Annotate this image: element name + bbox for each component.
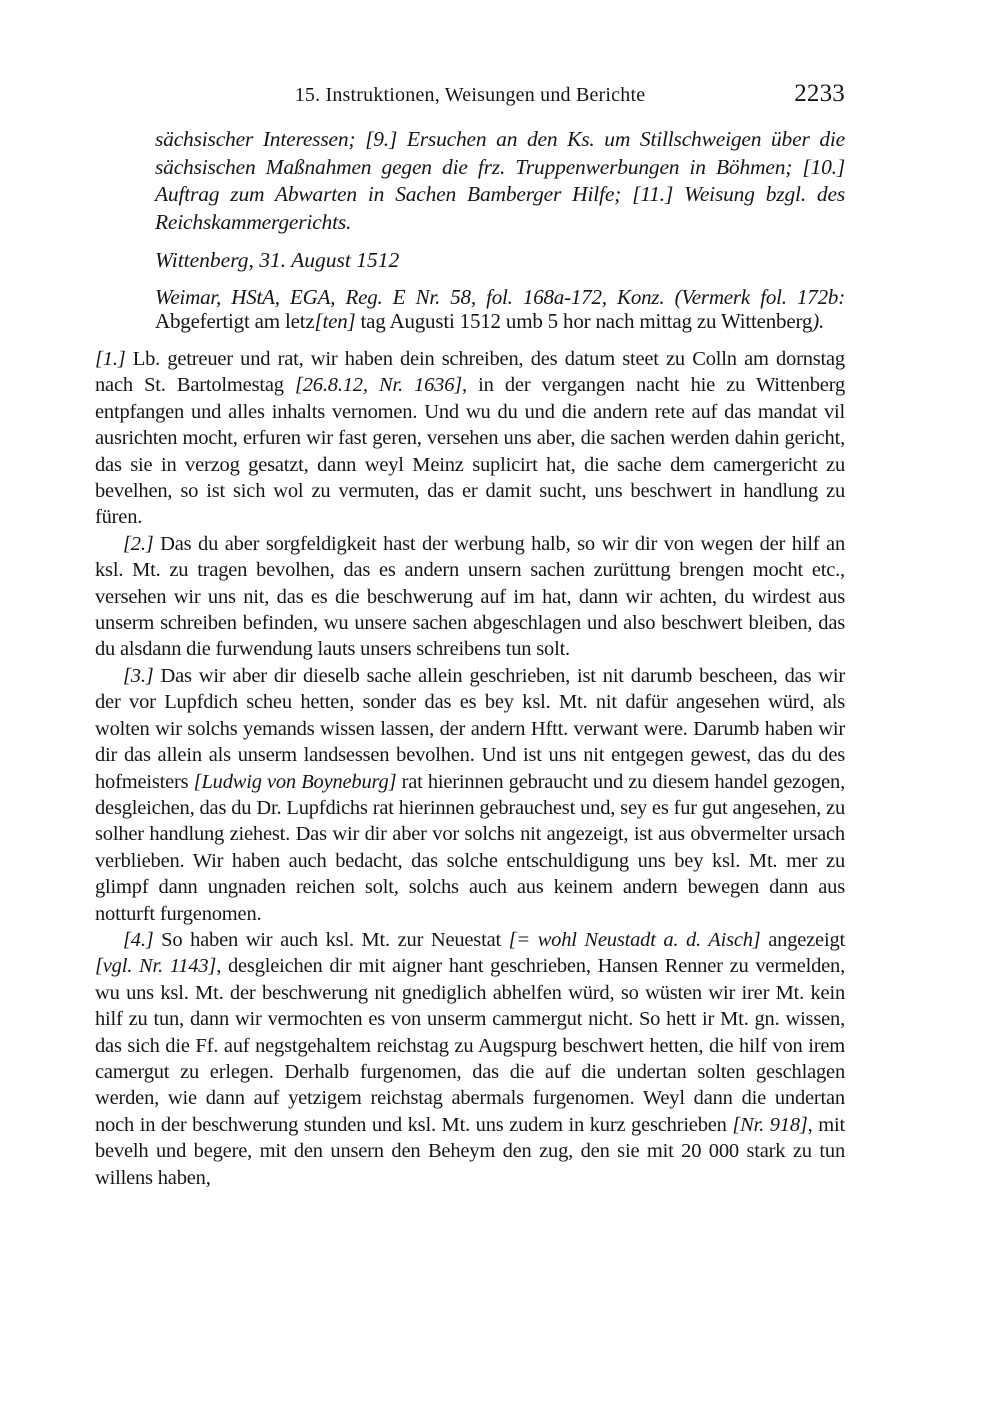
text-segment: angezeigt (760, 928, 845, 951)
italic-text-segment: ). (812, 309, 825, 333)
italic-text-segment: [2.] (123, 532, 154, 555)
page-number: 2233 (794, 80, 845, 107)
italic-text-segment: [Ludwig von Boyneburg] (193, 770, 397, 793)
paragraph-3 (95, 663, 845, 927)
italic-text-segment: sächsischer Interessen; [9.] Ersuchen an den Ks. um Stillschweigen über die sächsischen Maßnahmen gegen die frz. Truppenwerbungen in Böhmen; [10.] Auftrag zum Abwarten in Sachen Bamberger Hilfe; [11.] Weisung bzgl. des Reichskammergerichts. (155, 127, 845, 234)
paragraph-4 (95, 927, 845, 1191)
text-segment: , desgleichen dir mit aigner hant geschrieben, Hansen Renner zu vermelden, wu uns ksl. Mt. der beschwerung nit gnediglich abhelfen würd, so wüsten wir irer Mt. kein hilf zu tun, dann wir vermochten es von unserm cammergut nicht. So hett ir Mt. gn. wissen, das sich die Ff. auf negstgehaltem reichstag zu Augspurg beschwert hetten, die hilf von irem camergut zu erlegen. Derhalb furgenomen, das die auf die undertan solten geschlagen werden, wie dann auf yetzigem reichstag abermals furgenomen. Weyl dann die undertan noch in der beschwerung stunden und ksl. Mt. uns zudem in kurz geschrieben (95, 955, 846, 1136)
text-segment: Abgefertigt am letz (155, 309, 315, 333)
text-segment: , mit bevelh und begere, mit den unsern den Beheym den zug, den sie mit 20 000 stark zu tun willens haben, (95, 1113, 845, 1189)
paragraph-1 (95, 346, 845, 531)
text-segment: tag Augusti 1512 umb 5 hor nach mittag zu Wittenberg (355, 309, 813, 333)
italic-text-segment: [= wohl Neustadt a. d. Aisch] (508, 928, 761, 951)
letter-text (95, 346, 845, 1191)
page-content (95, 80, 846, 1191)
source-note (155, 285, 845, 333)
running-header (95, 80, 845, 107)
italic-text-segment: [1.] (95, 348, 126, 370)
text-segment: , in der vergangen nacht hie zu Wittenberg entpfangen und alles inhalts vernomen. Und wu du und die andern rete auf das mandat vil ausrichten mocht, erfuren wir fast geren, versehen uns aber, die sachen werden dahin gericht, das sie in verzog gesatzt, dann weyl Meinz suplicirt hat, die sache dem camergericht zu bevelhen, so ist sich wol zu vermuten, das er damit sucht, uns beschwert in handlung zu füren. (95, 374, 846, 529)
regest-summary (155, 126, 845, 236)
italic-text-segment: [26.8.12, Nr. 1636] (294, 374, 463, 397)
paragraph-2 (95, 531, 845, 663)
text-segment: rat hierinnen gebraucht und zu diesem handel gezogen, desgleichen, das du Dr. Lupfdichs rat hierinnen gebrauchest und, sey es fur gut angesehen, zu solher handlung ziehest. Das wir dir aber vor solchs nit angezeigt, ist aus obvermelter ursach verblieben. Wir haben auch bedacht, das solche entschuldigung uns bey ksl. Mt. mer zu glimpf dann ungnaden reichen solt, solchs auch aus keinem andern bewegen dann aus notturft furgenomen. (95, 770, 845, 925)
text-segment: Lb. getreuer und rat, wir haben dein schreiben, des datum steet zu Colln am dornstag nach St. Bartolmestag (95, 348, 845, 397)
italic-text-segment: [vgl. Nr. 1143] (95, 955, 217, 978)
italic-text-segment: [ten] (314, 309, 356, 333)
italic-text-segment: [4.] (123, 928, 154, 951)
italic-text-segment: [Nr. 918] (732, 1113, 808, 1136)
running-header-title: 15. Instruktionen, Weisungen und Berichte (294, 84, 646, 106)
text-segment: Das wir aber dir dieselb sache allein geschrieben, ist nit darumb bescheen, das wir der vor Lupfdich scheu hetten, sonder das es bey ksl. Mt. nit dafür angesehen würd, als wolten wir solchs yemands wissen lassen, der andern Hftt. verwant were. Darumb haben wir dir das allein als unserm landsessen bevolhen. Und ist uns nit entgegen gewest, das du des hofmeisters (95, 664, 845, 793)
italic-text-segment: Wittenberg, 31. August 1512 (155, 248, 400, 272)
text-segment: So haben wir auch ksl. Mt. zur Neuestat (153, 928, 509, 951)
italic-text-segment: Weimar, HStA, EGA, Reg. E Nr. 58, fol. 168a-172, Konz. (Vermerk fol. 172b: (155, 285, 845, 309)
text-segment: Das du aber sorgfeldigkeit hast der werbung halb, so wir dir von wegen der hilf an ksl. Mt. zu tragen bevolhen, das es andern unsern sachen zurüttung brengen mocht etc., versehen wir uns nit, das es die beschwerung auf im hat, dann wir achten, du wirdest aus unserm schreiben befinden, wu unsere sachen abgeschlagen und also beschwert bleiben, das du alsdann die furwendung lauts unsers schreibens tun solt. (95, 532, 845, 661)
dateline (155, 247, 845, 273)
italic-text-segment: [3.] (123, 664, 154, 687)
